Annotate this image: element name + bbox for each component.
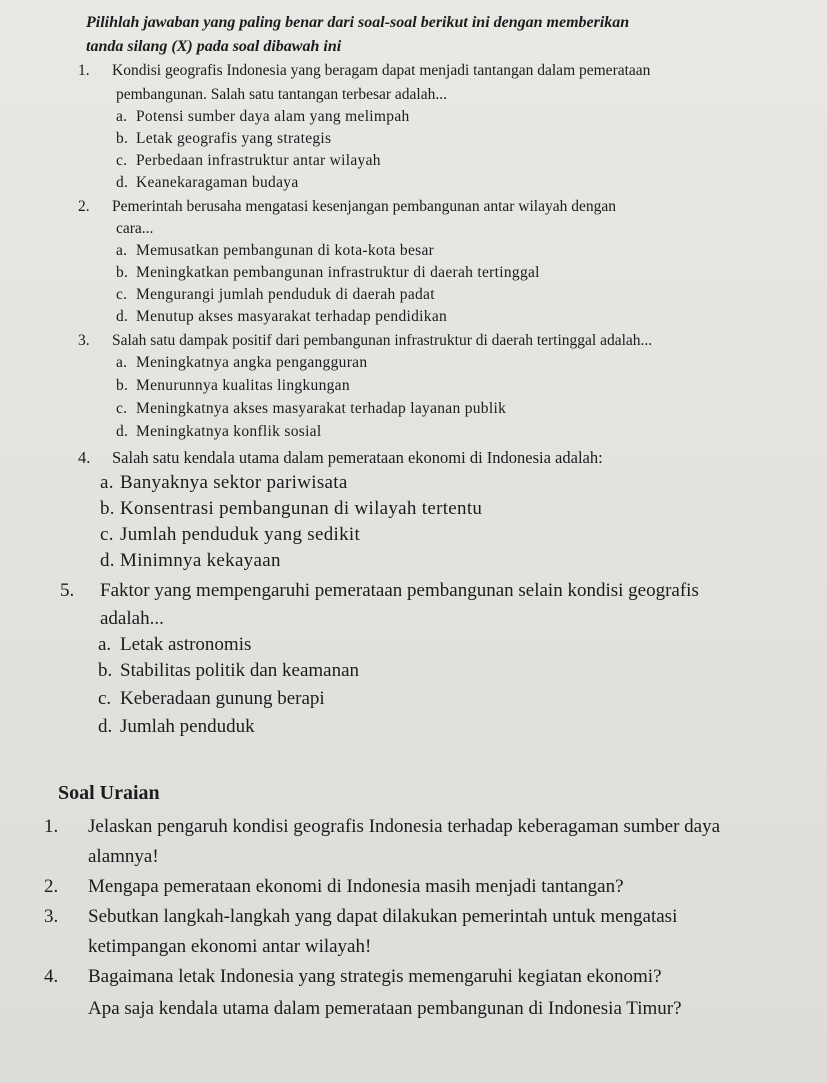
question-1 xyxy=(78,62,650,80)
option-label: d. xyxy=(98,716,113,737)
option-text: Letak astronomis xyxy=(120,634,252,655)
essay-item-3 xyxy=(44,906,677,928)
essay-text: Sebutkan langkah-langkah yang dapat dilakukan pemerintah untuk mengatasi xyxy=(88,906,678,927)
option-label: d. xyxy=(100,550,115,571)
option-text: Memusatkan pembangunan di kota-kota besar xyxy=(136,242,435,259)
essay-item-3-cont: ketimpangan ekonomi antar wilayah! xyxy=(88,936,372,957)
option-text: Meningkatnya akses masyarakat terhadap layanan publik xyxy=(136,400,507,417)
option-label: a. xyxy=(116,242,128,259)
instructions-line-2: tanda silang (X) pada soal dibawah ini xyxy=(86,38,342,55)
question-1-cont: pembangunan. Salah satu tantangan terbesar adalah... xyxy=(116,86,447,103)
question-text: Faktor yang mempengaruhi pemerataan pembangunan selain kondisi geografis xyxy=(100,580,699,601)
option-text: Meningkatnya angka pengangguran xyxy=(136,354,368,371)
question-text: Salah satu dampak positif dari pembangunan infrastruktur di daerah tertinggal adalah... xyxy=(112,332,653,349)
question-5-cont: adalah... xyxy=(100,608,164,629)
q5-option-c[interactable] xyxy=(98,688,325,710)
essay-item-1 xyxy=(44,816,720,838)
option-text: Letak geografis yang strategis xyxy=(136,130,332,147)
q1-option-b[interactable] xyxy=(116,130,331,148)
option-label: b. xyxy=(116,377,129,394)
question-text: Salah satu kendala utama dalam pemerataan ekonomi di Indonesia adalah: xyxy=(112,448,603,467)
question-4 xyxy=(78,448,603,468)
option-label: b. xyxy=(100,498,115,519)
question-number: 3. xyxy=(78,332,90,349)
option-text: Jumlah penduduk yang sedikit xyxy=(120,524,361,545)
option-label: c. xyxy=(100,524,114,545)
option-text: Stabilitas politik dan keamanan xyxy=(120,660,360,681)
essay-text: Bagaimana letak Indonesia yang strategis memengaruhi kegiatan ekonomi? xyxy=(88,966,662,987)
question-2 xyxy=(78,198,616,216)
instructions-line-1: Pilihlah jawaban yang paling benar dari soal-soal berikut ini dengan memberikan xyxy=(86,14,630,31)
essay-number: 1. xyxy=(44,816,59,837)
option-label: b. xyxy=(116,264,129,281)
question-number: 5. xyxy=(60,580,75,601)
option-label: d. xyxy=(116,423,129,440)
option-text: Konsentrasi pembangunan di wilayah tertentu xyxy=(120,498,483,519)
q3-option-c[interactable] xyxy=(116,400,506,418)
q2-option-d[interactable] xyxy=(116,308,447,326)
essay-text: Mengapa pemerataan ekonomi di Indonesia masih menjadi tantangan? xyxy=(88,876,624,897)
question-2-cont: cara... xyxy=(116,220,154,237)
option-text: Meningkatnya konflik sosial xyxy=(136,423,322,440)
q1-option-a[interactable] xyxy=(116,108,410,126)
q1-option-c[interactable] xyxy=(116,152,381,170)
option-text: Minimnya kekayaan xyxy=(120,550,281,571)
q1-option-d[interactable] xyxy=(116,174,299,192)
option-text: Banyaknya sektor pariwisata xyxy=(120,472,348,493)
q3-option-d[interactable] xyxy=(116,423,321,441)
q5-option-b[interactable] xyxy=(98,660,359,682)
option-label: b. xyxy=(116,130,129,147)
question-number: 1. xyxy=(78,62,90,79)
option-label: c. xyxy=(116,400,128,417)
question-number: 2. xyxy=(78,198,90,215)
q3-option-a[interactable] xyxy=(116,354,367,372)
question-number: 4. xyxy=(78,448,91,467)
option-text: Menutup akses masyarakat terhadap pendidikan xyxy=(136,308,448,325)
option-label: a. xyxy=(116,354,128,371)
q4-option-c[interactable] xyxy=(100,524,360,546)
essay-section-title: Soal Uraian xyxy=(58,782,160,804)
essay-item-4-cont: Apa saja kendala utama dalam pemerataan pembangunan di Indonesia Timur? xyxy=(88,998,682,1019)
essay-number: 2. xyxy=(44,876,59,897)
q4-option-b[interactable] xyxy=(100,498,482,520)
q5-option-d[interactable] xyxy=(98,716,255,738)
option-label: d. xyxy=(116,308,129,325)
q4-option-d[interactable] xyxy=(100,550,281,572)
q5-option-a[interactable] xyxy=(98,634,251,656)
essay-item-1-cont: alamnya! xyxy=(88,846,159,867)
option-text: Potensi sumber daya alam yang melimpah xyxy=(136,108,410,125)
option-text: Perbedaan infrastruktur antar wilayah xyxy=(136,152,381,169)
option-label: c. xyxy=(116,286,128,303)
option-text: Jumlah penduduk xyxy=(120,716,255,737)
question-text: Pemerintah berusaha mengatasi kesenjangan pembangunan antar wilayah dengan xyxy=(112,198,616,215)
option-label: a. xyxy=(98,634,112,655)
option-label: d. xyxy=(116,174,129,191)
option-label: c. xyxy=(116,152,128,169)
option-text: Keberadaan gunung berapi xyxy=(120,688,325,709)
question-3 xyxy=(78,332,652,350)
essay-item-2 xyxy=(44,876,624,898)
q2-option-c[interactable] xyxy=(116,286,435,304)
option-label: b. xyxy=(98,660,113,681)
option-label: c. xyxy=(98,688,112,709)
q2-option-b[interactable] xyxy=(116,264,540,282)
option-text: Keanekaragaman budaya xyxy=(136,174,299,191)
q2-option-a[interactable] xyxy=(116,242,434,260)
essay-number: 4. xyxy=(44,966,59,987)
q4-option-a[interactable] xyxy=(100,472,348,494)
q3-option-b[interactable] xyxy=(116,377,350,395)
question-5 xyxy=(60,580,796,602)
essay-text: Jelaskan pengaruh kondisi geografis Indonesia terhadap keberagaman sumber daya xyxy=(88,816,721,837)
option-label: a. xyxy=(100,472,114,493)
option-label: a. xyxy=(116,108,128,125)
essay-item-4 xyxy=(44,966,662,988)
option-text: Meningkatkan pembangunan infrastruktur di daerah tertinggal xyxy=(136,264,540,281)
option-text: Mengurangi jumlah penduduk di daerah padat xyxy=(136,286,435,303)
question-text: Kondisi geografis Indonesia yang beragam dapat menjadi tantangan dalam pemerataan xyxy=(112,62,651,79)
essay-number: 3. xyxy=(44,906,59,927)
option-text: Menurunnya kualitas lingkungan xyxy=(136,377,350,394)
